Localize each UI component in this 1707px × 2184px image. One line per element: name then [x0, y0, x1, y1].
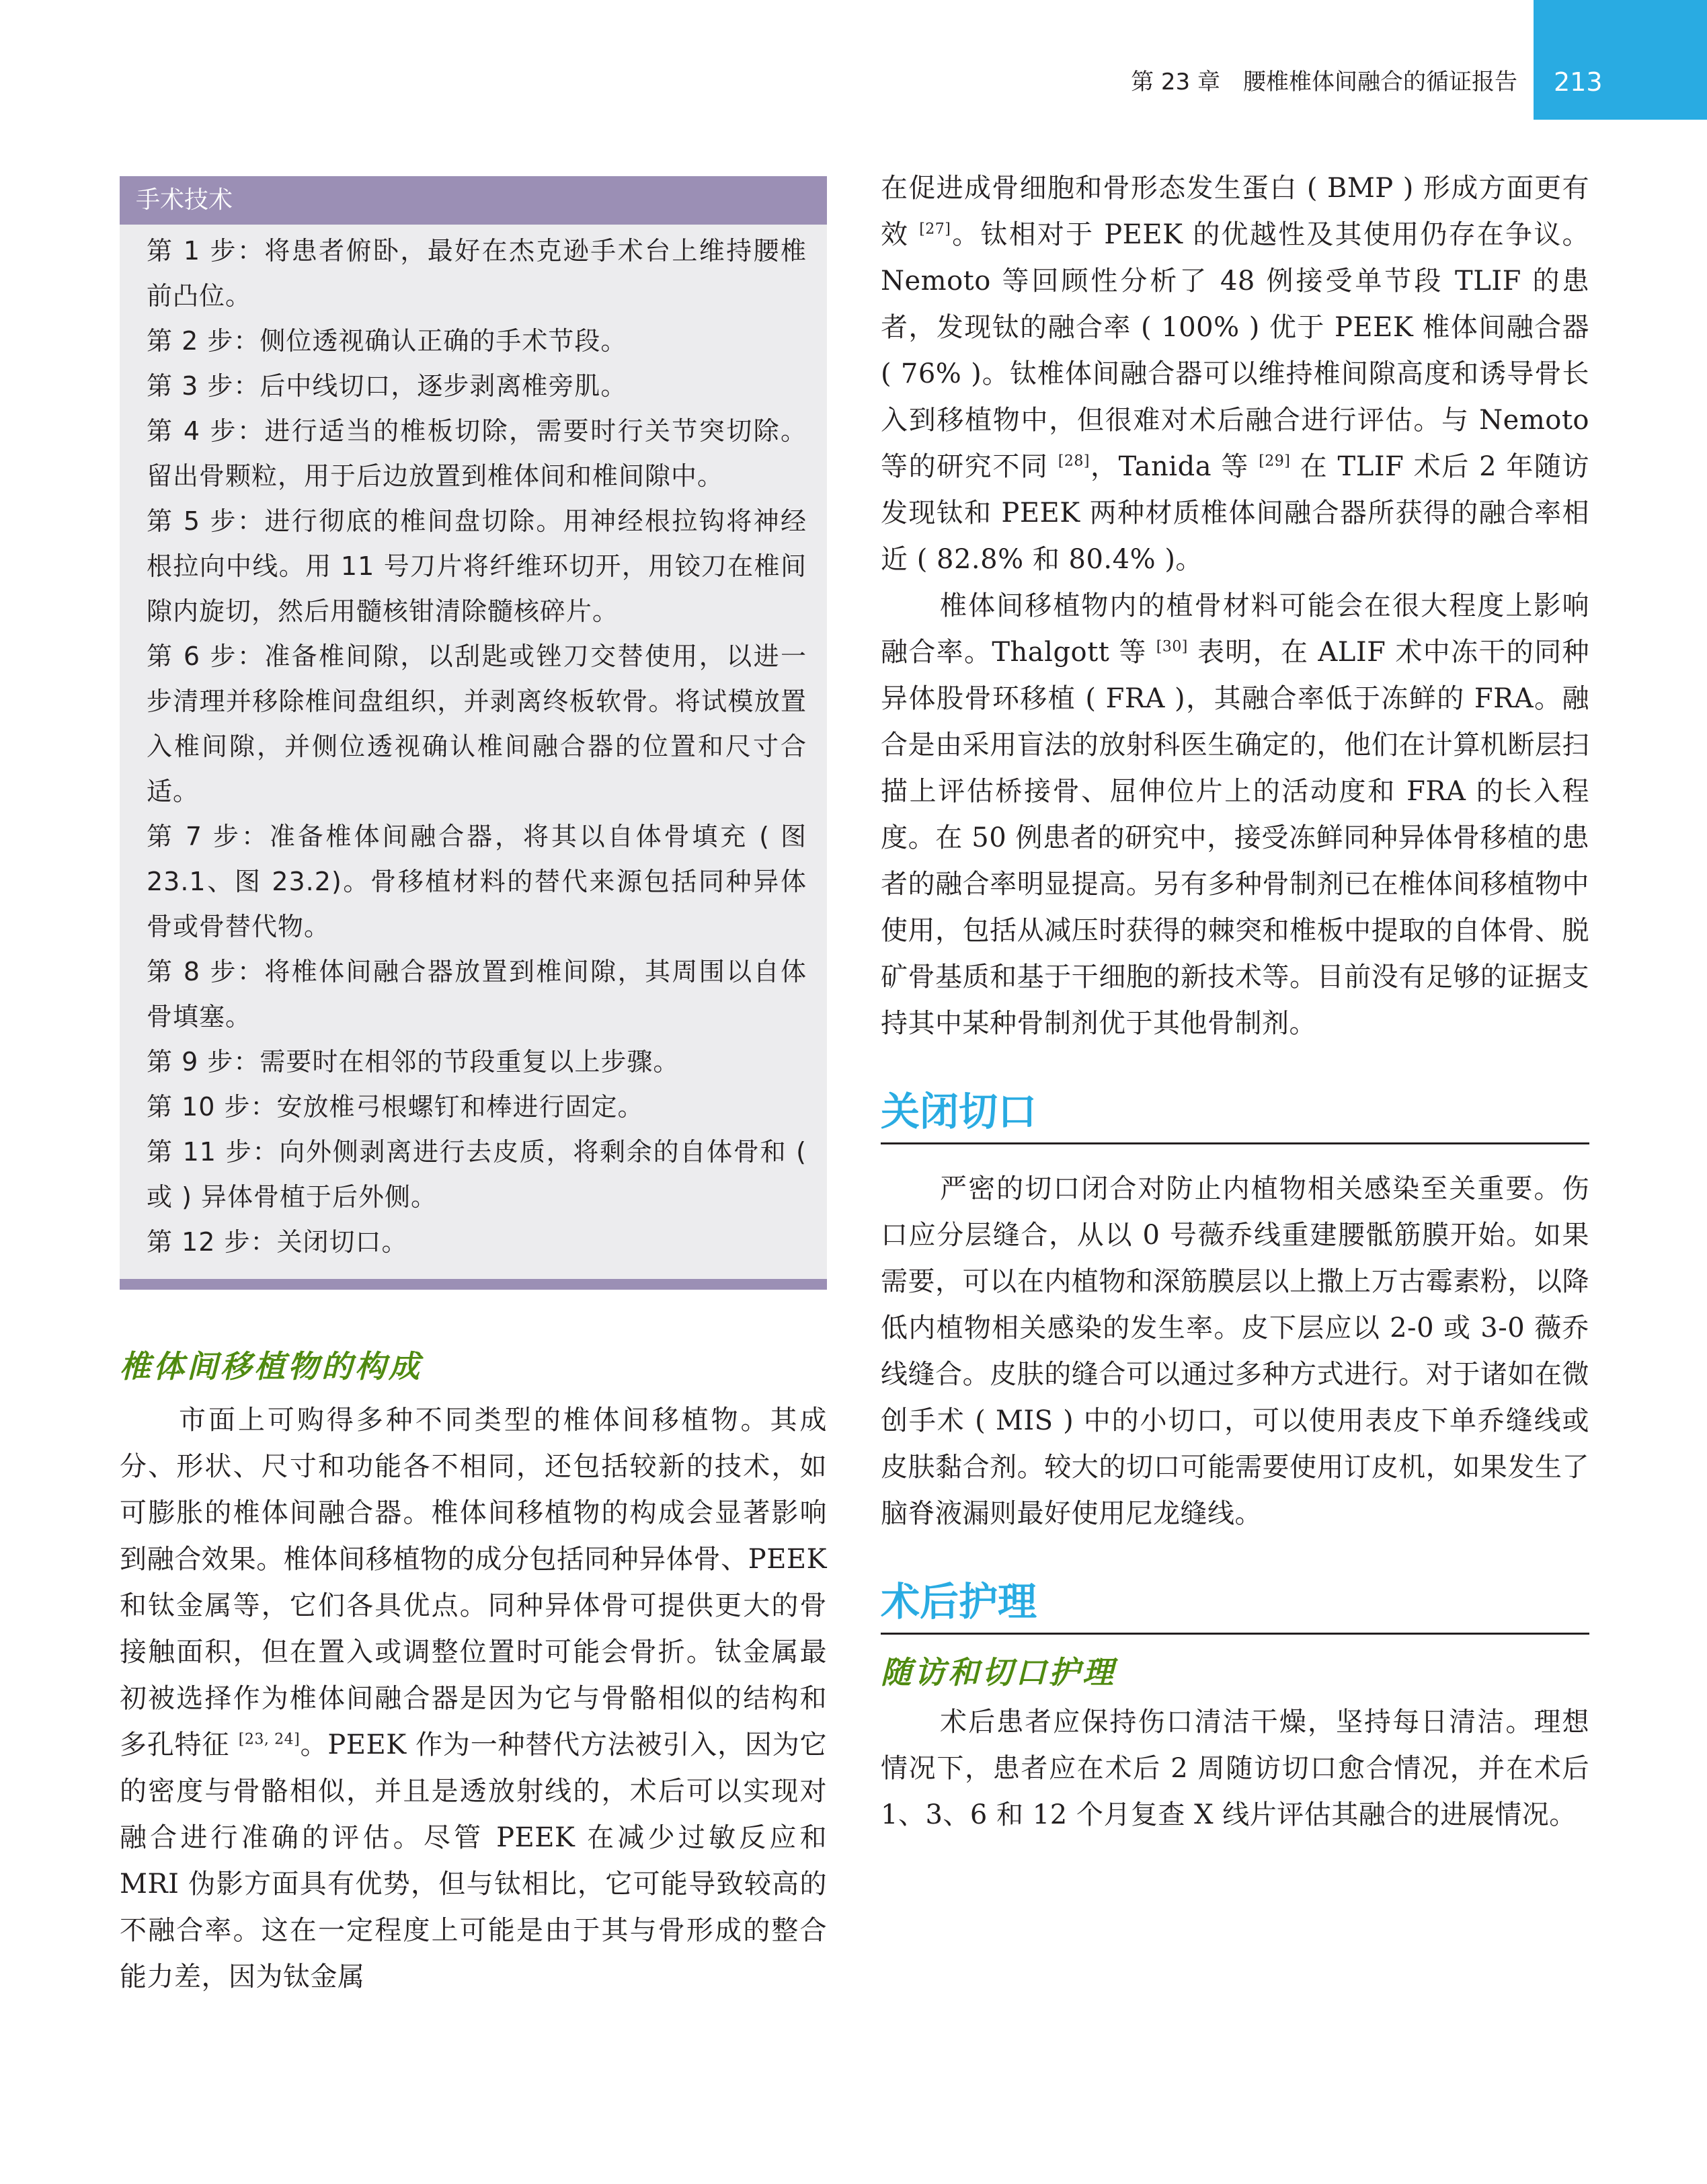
citation-ref[interactable]: [27]: [919, 221, 951, 238]
technique-step: 第 11 步：向外侧剥离进行去皮质，将剩余的自体骨和 ( 或 ) 异体骨植于后外侧。: [147, 1137, 807, 1212]
body-paragraph: 严密的切口闭合对防止内植物相关感染至关重要。伤口应分层缝合，从以 0 号薇乔线重建腰骶筋膜开始。如果需要，可以在内植物和深筋膜层以上撒上万古霉素粉，以降低内植物相关感染的发生率。皮下层应以 2-0 或 3-0 薇乔线缝合。皮肤的缝合可以通过多种方式进行。对于诸如在微创手术 ( MIS ) 中的小切口，可以使用表皮下单乔缝线或皮肤黏合剂。较大的切口可能需要使用订皮机，如果发生了脑脊液漏则最好使用尼龙缝线。: [881, 1173, 1589, 1529]
section-subheading-graft-composition: 椎体间移植物的构成: [120, 1348, 422, 1384]
chapter-title: 第 23 章 腰椎椎体间融合的循证报告: [1131, 69, 1517, 95]
technique-step: 第 3 步：后中线切口，逐步剥离椎旁肌。: [147, 371, 627, 401]
text-run: 。PEEK 作为一种替代方法被引入，因为它的密度与骨骼相似，并且是透放射线的，术后可以实现对融合进行准确的评估。尽管 PEEK 在减少过敏反应和 MRI 伪影方面具有优势，但与钛相比，它可能导致较高的不融合率。这在一定程度上可能是由于其与骨形成的整合能力差，因为钛金属: [120, 1729, 828, 1992]
body-paragraph: [881, 583, 1589, 1047]
section-subheading-followup: 随访和切口护理: [881, 1654, 1116, 1690]
text-run: ，Tanida 等: [1089, 451, 1259, 482]
section-heading-postop-care: 术后护理: [881, 1575, 1589, 1635]
body-paragraph: 术后患者应保持伤口清洁干燥，坚持每日清洁。理想情况下，患者应在术后 2 周随访切口愈合情况，并在术后 1、3、6 和 12 个月复查 X 线片评估其融合的进展情况。: [881, 1707, 1589, 1830]
technique-step: 第 1 步：将患者俯卧，最好在杰克逊手术台上维持腰椎前凸位。: [147, 236, 807, 311]
technique-box: [120, 176, 827, 1290]
technique-step: 第 4 步：进行适当的椎板切除，需要时行关节突切除。留出骨颗粒，用于后边放置到椎体间和椎间隙中。: [147, 416, 807, 491]
text-run: 椎体间移植物内的植骨材料可能会在很大程度上影响融合率。Thalgott 等: [881, 590, 1589, 668]
technique-step: 第 9 步：需要时在相邻的节段重复以上步骤。: [147, 1047, 680, 1077]
technique-step: 第 7 步：准备椎体间融合器，将其以自体骨填充 ( 图 23.1、图 23.2)。骨移植材料的替代来源包括同种异体骨或骨替代物。: [147, 822, 807, 941]
citation-ref[interactable]: [29]: [1259, 453, 1291, 470]
technique-step: 第 10 步：安放椎弓根螺钉和棒进行固定。: [147, 1092, 644, 1122]
technique-box-title: 手术技术: [120, 176, 827, 225]
text-run: 市面上可购得多种不同类型的椎体间移植物。其成分、形状、尺寸和功能各不相同，还包括较新的技术，如可膨胀的椎体间融合器。椎体间移植物的构成会显著影响到融合效果。椎体间移植物的成分包括同种异体骨、PEEK 和钛金属等，它们各具优点。同种异体骨可提供更大的骨接触面积，但在置入或调整位置时可能会骨折。钛金属最初被选择作为椎体间融合器是因为它与骨骼相似的结构和多孔特征: [120, 1405, 827, 1760]
citation-ref[interactable]: [28]: [1058, 453, 1090, 470]
text-run: 在促进成骨细胞和骨形态发生蛋白 ( BMP ) 形成方面更有效: [881, 173, 1589, 250]
technique-step-list: [120, 225, 827, 1265]
body-paragraph: [120, 1397, 827, 2000]
citation-ref[interactable]: [23, 24]: [238, 1731, 301, 1748]
left-column-body: [120, 1345, 827, 2000]
text-run: 表明，在 ALIF 术中冻干的同种异体股骨环移植 ( FRA )，其融合率低于冻鲜的 FRA。融合是由采用盲法的放射科医生确定的，他们在计算机断层扫描上评估桥接骨、屈伸位片上的活动度和 FRA 的长入程度。在 50 例患者的研究中，接受冻鲜同种异体骨移植的患者的融合率明显提高。另有多种骨制剂已在椎体间移植物中使用，包括从减压时获得的棘突和椎板中提取的自体骨、脱矿骨基质和基于干细胞的新技术等。目前没有足够的证据支持其中某种骨制剂优于其他骨制剂。: [881, 637, 1589, 1039]
text-run: 在 TLIF 术后 2 年随访发现钛和 PEEK 两种材质椎体间融合器所获得的融合率相近 ( 82.8% 和 80.4% )。: [881, 451, 1590, 575]
technique-step: 第 5 步：进行彻底的椎间盘切除。用神经根拉钩将神经根拉向中线。用 11 号刀片将纤维环切开，用铰刀在椎间隙内旋切，然后用髓核钳清除髓核碎片。: [147, 506, 807, 626]
body-paragraph: [881, 165, 1589, 583]
right-column-body: [881, 165, 1589, 1838]
citation-ref[interactable]: [30]: [1156, 638, 1188, 656]
section-heading-wound-closure: 关闭切口: [881, 1085, 1589, 1144]
page-number: 213: [1534, 0, 1707, 120]
technique-step: 第 8 步：将椎体间融合器放置到椎间隙，其周围以自体骨填塞。: [147, 957, 807, 1031]
text-run: 。钛相对于 PEEK 的优越性及其使用仍存在争议。Nemoto 等回顾性分析了 48 例接受单节段 TLIF 的患者，发现钛的融合率 ( 100% ) 优于 PEEK 椎体间融合器 ( 76% )。钛椎体间融合器可以维持椎间隙高度和诱导骨长入到移植物中，但很难对术后融合进行评估。与 Nemoto 等的研究不同: [881, 219, 1590, 482]
technique-step: 第 6 步：准备椎间隙，以刮匙或锉刀交替使用，以进一步清理并移除椎间盘组织，并剥离终板软骨。将试模放置入椎间隙，并侧位透视确认椎间融合器的位置和尺寸合适。: [147, 641, 807, 806]
technique-step: 第 12 步：关闭切口。: [147, 1227, 408, 1257]
technique-step: 第 2 步：侧位透视确认正确的手术节段。: [147, 326, 627, 356]
